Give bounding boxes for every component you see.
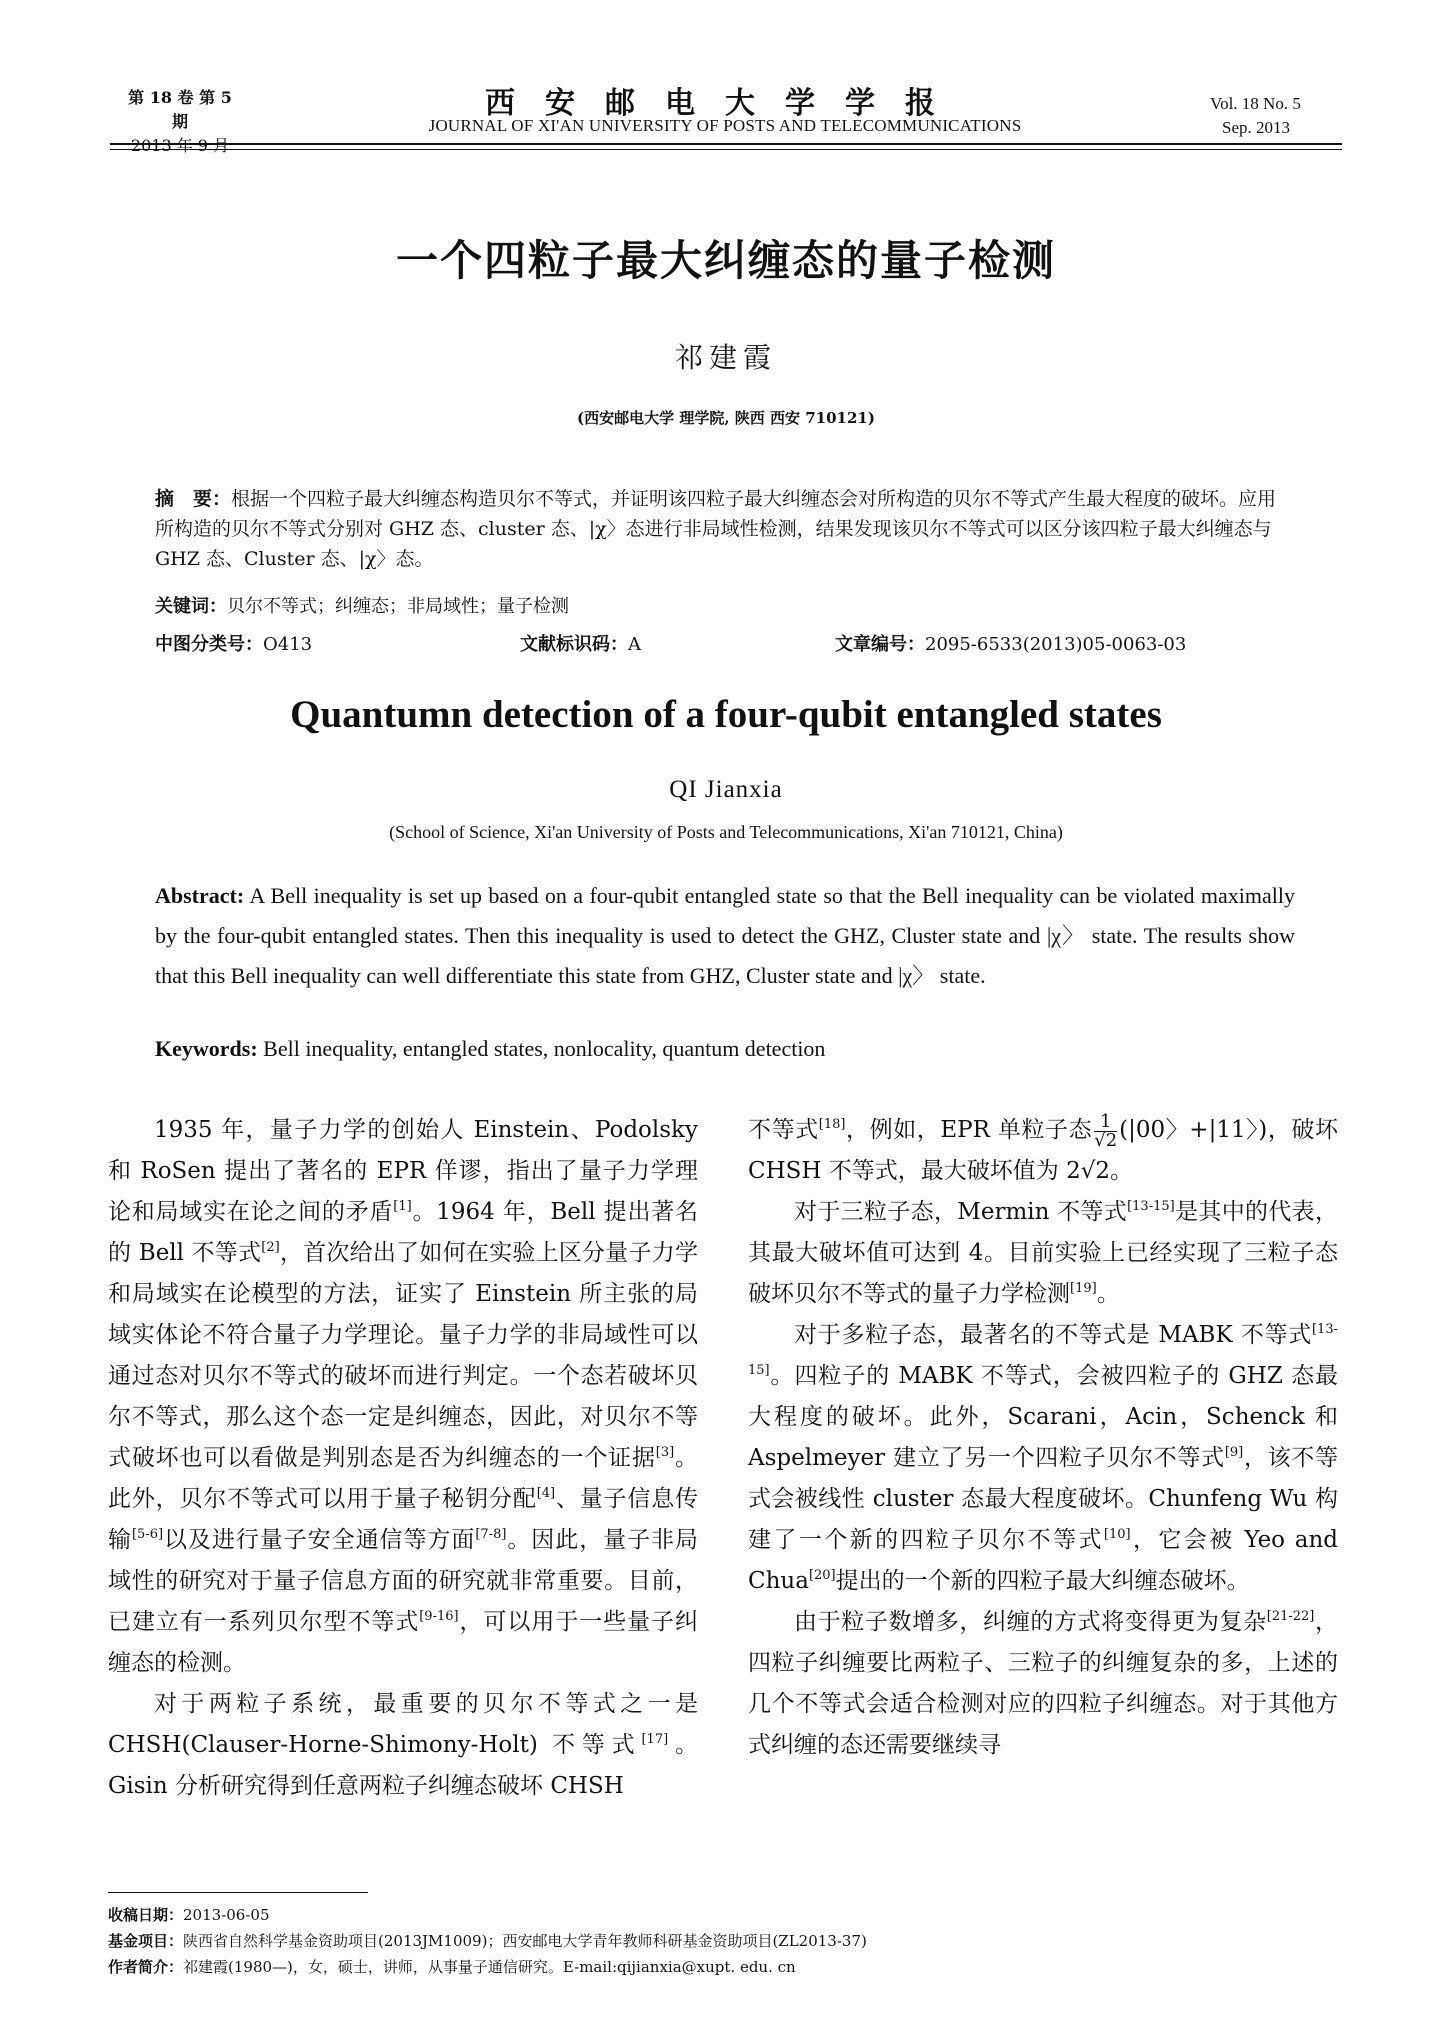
doc-code-label: 文献标识码： <box>520 634 628 655</box>
citation: [20] <box>808 1568 836 1583</box>
footnote-rule <box>108 1892 368 1893</box>
citation: [1] <box>393 1199 412 1214</box>
abstract-en-text: A Bell inequality is set up based on a four-qubit entangled state so that the Bell inequality can be violated maximally by the four-qubit entangled states. Then this inequality is used to detect the GHZ, Cluster state and |χ〉 state. The results show that this Bell inequality can well differentiate this state from GHZ, Cluster state and |χ〉 state. <box>155 883 1295 988</box>
citation: [3] <box>655 1445 675 1460</box>
keywords-cn <box>155 592 1295 618</box>
text-run: 对于两粒子系统，最重要的贝尔不等式之一是 CHSH(Clauser-Horne-Shimony-Holt) 不等式 <box>108 1691 698 1758</box>
header-rule-thin <box>110 149 1342 150</box>
paragraph <box>748 1315 1338 1602</box>
fraction-denominator: √2 <box>1094 1129 1118 1151</box>
text-run: ，该不等式会被线性 cluster 态最大程度破坏。Chunfeng Wu 构建了一个新的四粒子贝尔不等式 <box>748 1445 1339 1553</box>
paragraph <box>108 1684 698 1807</box>
article-no-label: 文章编号： <box>835 634 925 655</box>
bio-label: 作者简介： <box>108 1958 184 1976</box>
fraction <box>1094 1110 1118 1151</box>
footnote-bio <box>108 1954 1308 1980</box>
body-column-right <box>748 1110 1338 1766</box>
text-run: ，首次给出了如何在实验上区分量子力学和局域实在论模型的方法，证实了 Einstein 所主张的局域实体论不符合量子力学理论。量子力学的非局域性可以通过态对贝尔不等式的破坏而进行判定。一个态若破坏贝尔不等式，那么这个态一定是纠缠态，因此，对贝尔不等式破坏也可以看做是判别态是否为纠缠态的一个证据 <box>108 1240 698 1471</box>
clc-label: 中图分类号： <box>155 634 263 655</box>
journal-title-en: JOURNAL OF XI'AN UNIVERSITY OF POSTS AND TELECOMMUNICATIONS <box>428 116 1022 135</box>
author-cn: 祁建霞 <box>674 341 777 374</box>
fund-text: 陕西省自然科学基金资助项目(2013JM1009)；西安邮电大学青年教师科研基金资助项目(ZL2013-37) <box>183 1932 867 1950</box>
clc-value: O413 <box>263 634 313 655</box>
header-rule-thick <box>110 143 1342 145</box>
citation: [19] <box>1070 1281 1097 1296</box>
abstract-cn-label: 摘 要： <box>155 488 232 510</box>
footnote-fund <box>108 1928 1308 1954</box>
received-label: 收稿日期： <box>108 1906 184 1924</box>
article-no-value: 2095-6533(2013)05-0063-03 <box>925 634 1187 655</box>
citation: [9] <box>1224 1445 1244 1460</box>
citation: [7-8] <box>475 1527 507 1542</box>
text-run: 是其中的代表，其最大破坏值可达到 4。目前实验上已经实现了三粒子态破坏贝尔不等式的量子力学检测 <box>748 1199 1339 1307</box>
keywords-en-label: Keywords: <box>155 1036 258 1061</box>
author-en: QI Jianxia <box>669 776 783 803</box>
keywords-en-text: Bell inequality, entangled states, nonlocality, quantum detection <box>263 1036 826 1061</box>
citation: [13-15] <box>748 1322 1338 1378</box>
body-column-left <box>108 1110 698 1807</box>
text-run: ，它会被 Yeo and Chua <box>748 1527 1339 1594</box>
volume-en: Vol. 18 No. 5 <box>1210 94 1301 113</box>
text-run: 由于粒子数增多，纠缠的方式将变得更为复杂 <box>794 1609 1267 1635</box>
abstract-cn <box>155 484 1295 574</box>
citation: [18] <box>818 1117 846 1132</box>
citation: [21-22] <box>1266 1609 1315 1624</box>
text-run: ，四粒子纠缠要比两粒子、三粒子的纠缠复杂的多，上述的几个不等式会适合检测对应的四粒子纠缠态。对于其他方式纠缠的态还需要继续寻 <box>748 1609 1339 1758</box>
citation: [9-16] <box>419 1609 459 1624</box>
text-run: 不等式 <box>748 1117 819 1143</box>
fraction-numerator: 1 <box>1094 1113 1117 1132</box>
issue-info-en <box>1210 92 1330 140</box>
text-run: ，可以用于一些量子纠缠态的检测。 <box>108 1609 699 1676</box>
text-run: 对于多粒子态，最著名的不等式是 MABK 不等式 <box>794 1322 1312 1348</box>
text-run: 。因此，量子非局域性的研究对于量子信息方面的研究就非常重要。目前，已建立有一系列贝尔型不等式 <box>108 1527 699 1635</box>
affiliation-cn: (西安邮电大学 理学院, 陕西 西安 710121) <box>577 409 875 427</box>
bio-text: 祁建霞(1980—)，女，硕士，讲师，从事量子通信研究。E-mail:qijianxia@xupt. edu. cn <box>183 1958 796 1976</box>
volume-cn: 第 18 卷 第 5 期 <box>128 88 232 131</box>
article-title-en: Quantumn detection of a four-qubit entangled states <box>290 693 1162 736</box>
issue-info-cn <box>120 86 240 158</box>
text-run: 。Gisin 分析研究得到任意两粒子纠缠态破坏 CHSH <box>108 1732 699 1799</box>
doc-code-value: A <box>628 634 641 655</box>
citation: [5-6] <box>131 1527 164 1542</box>
text-run: ，例如，EPR 单粒子态 <box>845 1117 1093 1143</box>
text-run: 对于三粒子态，Mermin 不等式 <box>794 1199 1128 1225</box>
text-run: 1935 年，量子力学的创始人 Einstein、Podolsky 和 RoSen 提出了著名的 EPR 佯谬，指出了量子力学理论和局域实在论之间的矛盾 <box>108 1117 698 1225</box>
journal-title-cn: 西安邮电大学学报 <box>485 86 965 121</box>
text-run: 以及进行量子安全通信等方面 <box>163 1527 476 1553</box>
text-run: 、量子信息传输 <box>108 1486 699 1553</box>
keywords-cn-label: 关键词： <box>155 596 227 617</box>
paragraph <box>748 1192 1338 1315</box>
article-title-cn: 一个四粒子最大纠缠态的量子检测 <box>395 236 1056 285</box>
text-run: 提出的一个新的四粒子最大纠缠态破坏。 <box>835 1568 1250 1594</box>
keywords-en <box>155 1036 1295 1062</box>
paragraph <box>108 1110 698 1684</box>
text-run: 。1964 年，Bell 提出著名的 Bell 不等式 <box>108 1199 698 1266</box>
date-en: Sep. 2013 <box>1222 118 1290 137</box>
citation: [2] <box>261 1240 280 1255</box>
text-run: 。四粒子的 MABK 不等式，会被四粒子的 GHZ 态最大程度的破坏。此外，Scarani，Acin，Schenck 和 Aspelmeyer 建立了另一个四粒子贝尔不等式 <box>748 1363 1338 1471</box>
abstract-en <box>155 876 1295 996</box>
citation: [17] <box>641 1732 669 1747</box>
paragraph <box>748 1110 1338 1192</box>
affiliation-en: (School of Science, Xi'an University of Posts and Telecommunications, Xi'an 710121, China) <box>389 822 1063 842</box>
text-run: (|00〉+|11〉)，破坏 CHSH 不等式，最大破坏值为 2√2。 <box>748 1117 1338 1184</box>
abstract-cn-text: 根据一个四粒子最大纠缠态构造贝尔不等式，并证明该四粒子最大纠缠态会对所构造的贝尔不等式产生最大程度的破坏。应用所构造的贝尔不等式分别对 GHZ 态、cluster 态、|χ〉态进行非局域性检测，结果发现该贝尔不等式可以区分该四粒子最大纠缠态与 GHZ 态、Cluster 态、|χ〉态。 <box>155 488 1277 570</box>
citation: [13-15] <box>1127 1199 1175 1214</box>
citation: [10] <box>1103 1527 1131 1542</box>
citation: [4] <box>536 1486 556 1501</box>
abstract-en-label: Abstract: <box>155 883 245 908</box>
footnote-received <box>108 1902 1308 1928</box>
paragraph <box>748 1602 1338 1766</box>
fund-label: 基金项目： <box>108 1932 184 1950</box>
date-cn: 2013 年 9 月 <box>130 136 230 155</box>
received-date: 2013-06-05 <box>183 1906 270 1924</box>
keywords-cn-text: 贝尔不等式；纠缠态；非局域性；量子检测 <box>227 596 569 617</box>
text-run: 。 <box>1096 1281 1120 1307</box>
text-run: 。此外，贝尔不等式可以用于量子秘钥分配 <box>108 1445 699 1512</box>
